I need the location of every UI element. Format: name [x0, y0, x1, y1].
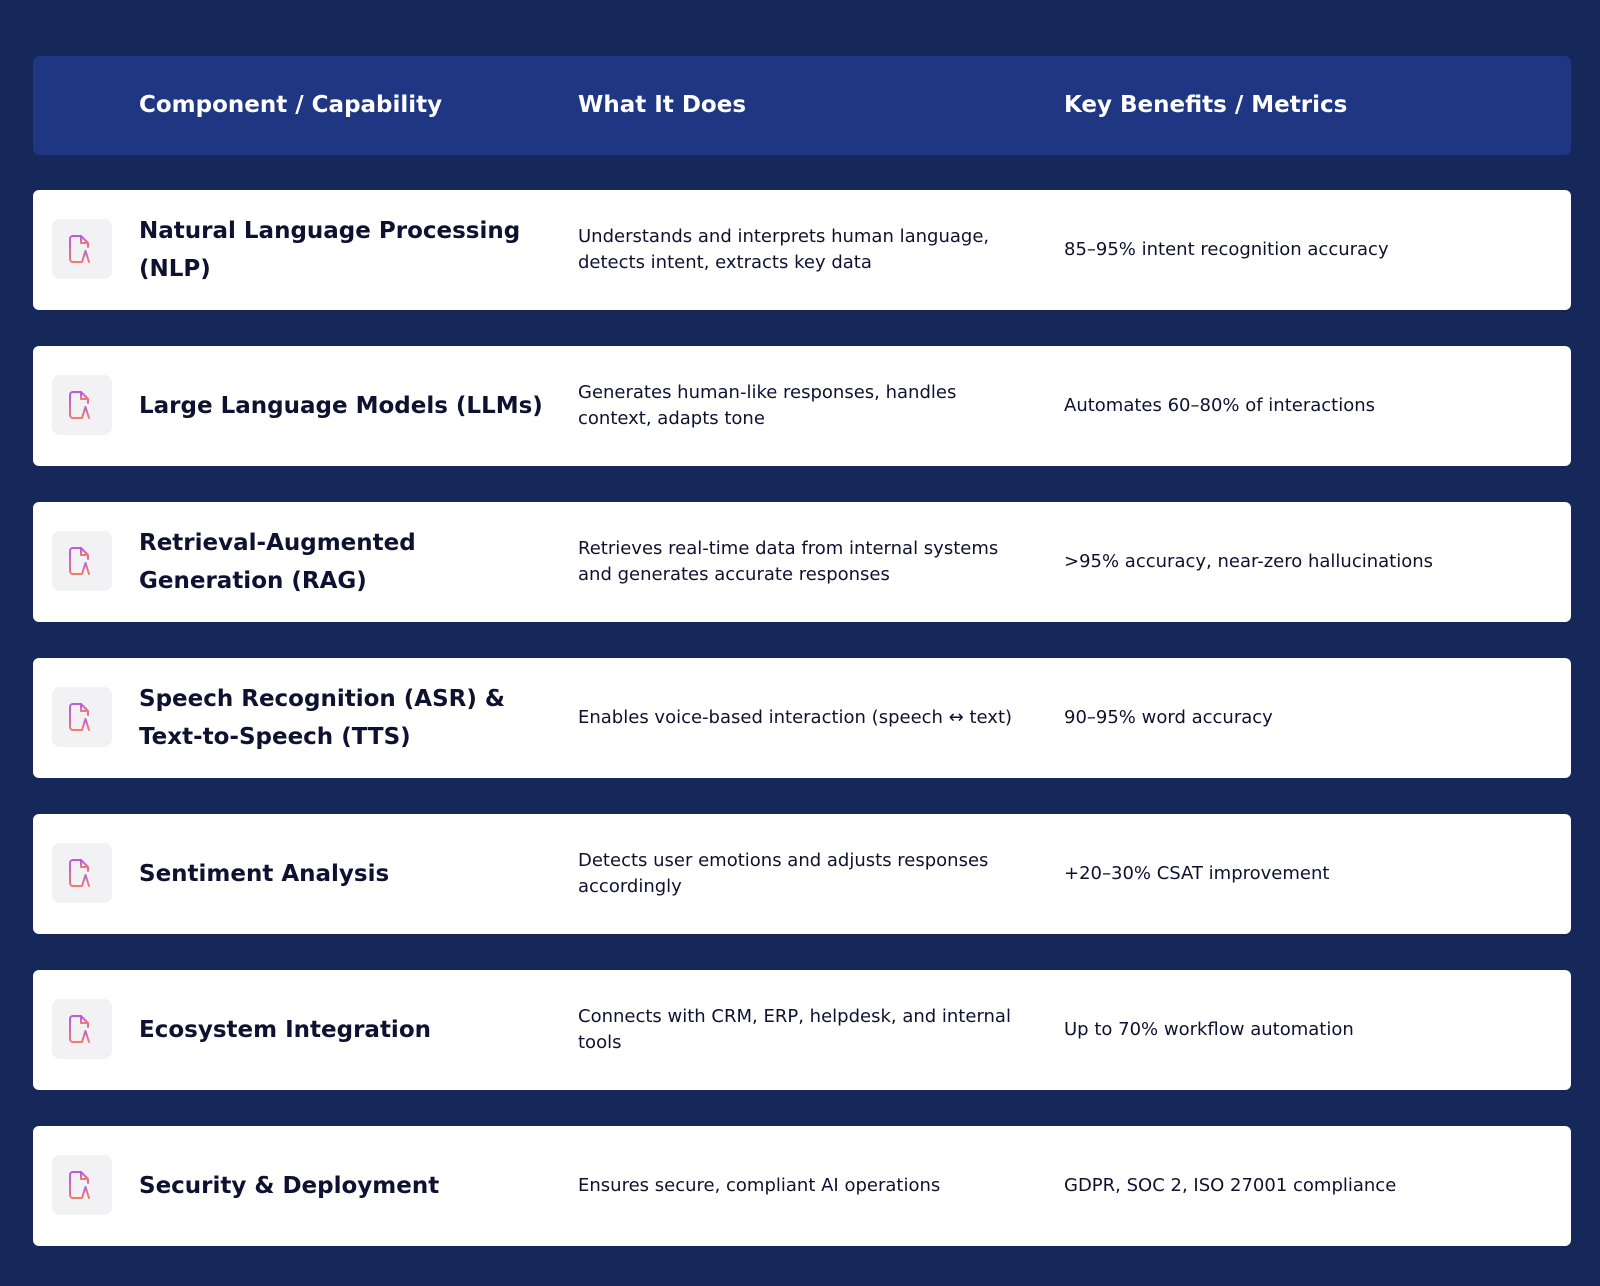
component-name: Ecosystem Integration	[139, 1017, 431, 1043]
component-metric: Up to 70% workflow automation	[1064, 1019, 1354, 1040]
table-header	[33, 56, 1571, 155]
document-ai-icon	[52, 375, 112, 435]
document-ai-icon	[52, 687, 112, 747]
table-row	[33, 970, 1571, 1090]
component-metric: Automates 60–80% of interactions	[1064, 395, 1376, 416]
component-name: Natural Language Processing (NLP)	[139, 218, 521, 282]
component-description: Understands and interprets human language, detects intent, extracts key data	[578, 226, 990, 273]
component-metric: >95% accuracy, near-zero hallucinations	[1064, 551, 1434, 572]
component-description: Connects with CRM, ERP, helpdesk, and internal tools	[578, 1006, 1011, 1053]
table-row	[33, 658, 1571, 778]
table-row	[33, 1126, 1571, 1246]
document-ai-icon	[52, 219, 112, 279]
component-description: Generates human-like responses, handles context, adapts tone	[578, 382, 957, 429]
document-ai-icon	[52, 1155, 112, 1215]
document-ai-icon	[52, 843, 112, 903]
component-metric: +20–30% CSAT improvement	[1064, 863, 1330, 884]
component-name: Speech Recognition (ASR) & Text-to-Speech (TTS)	[139, 686, 505, 750]
table-row	[33, 502, 1571, 622]
table-row	[33, 346, 1571, 466]
header-what-it-does: What It Does	[578, 92, 747, 118]
header-component: Component / Capability	[139, 92, 443, 118]
component-name: Sentiment Analysis	[139, 861, 390, 887]
capabilities-table	[33, 56, 1571, 1246]
component-name: Large Language Models (LLMs)	[139, 393, 543, 419]
component-description: Enables voice-based interaction (speech ↔ text)	[578, 707, 1013, 728]
component-description: Detects user emotions and adjusts responses accordingly	[578, 850, 989, 897]
document-ai-icon	[52, 531, 112, 591]
component-description: Ensures secure, compliant AI operations	[578, 1175, 941, 1196]
table-row	[33, 190, 1571, 310]
component-metric: 90–95% word accuracy	[1064, 707, 1273, 728]
document-ai-icon	[52, 999, 112, 1059]
component-metric: 85–95% intent recognition accuracy	[1064, 239, 1389, 260]
table-row	[33, 814, 1571, 934]
component-name: Retrieval-Augmented Generation (RAG)	[139, 530, 416, 594]
component-metric: GDPR, SOC 2, ISO 27001 compliance	[1064, 1175, 1397, 1196]
component-name: Security & Deployment	[139, 1173, 440, 1199]
header-key-benefits: Key Benefits / Metrics	[1064, 92, 1348, 118]
component-description: Retrieves real-time data from internal systems and generates accurate responses	[578, 538, 999, 585]
